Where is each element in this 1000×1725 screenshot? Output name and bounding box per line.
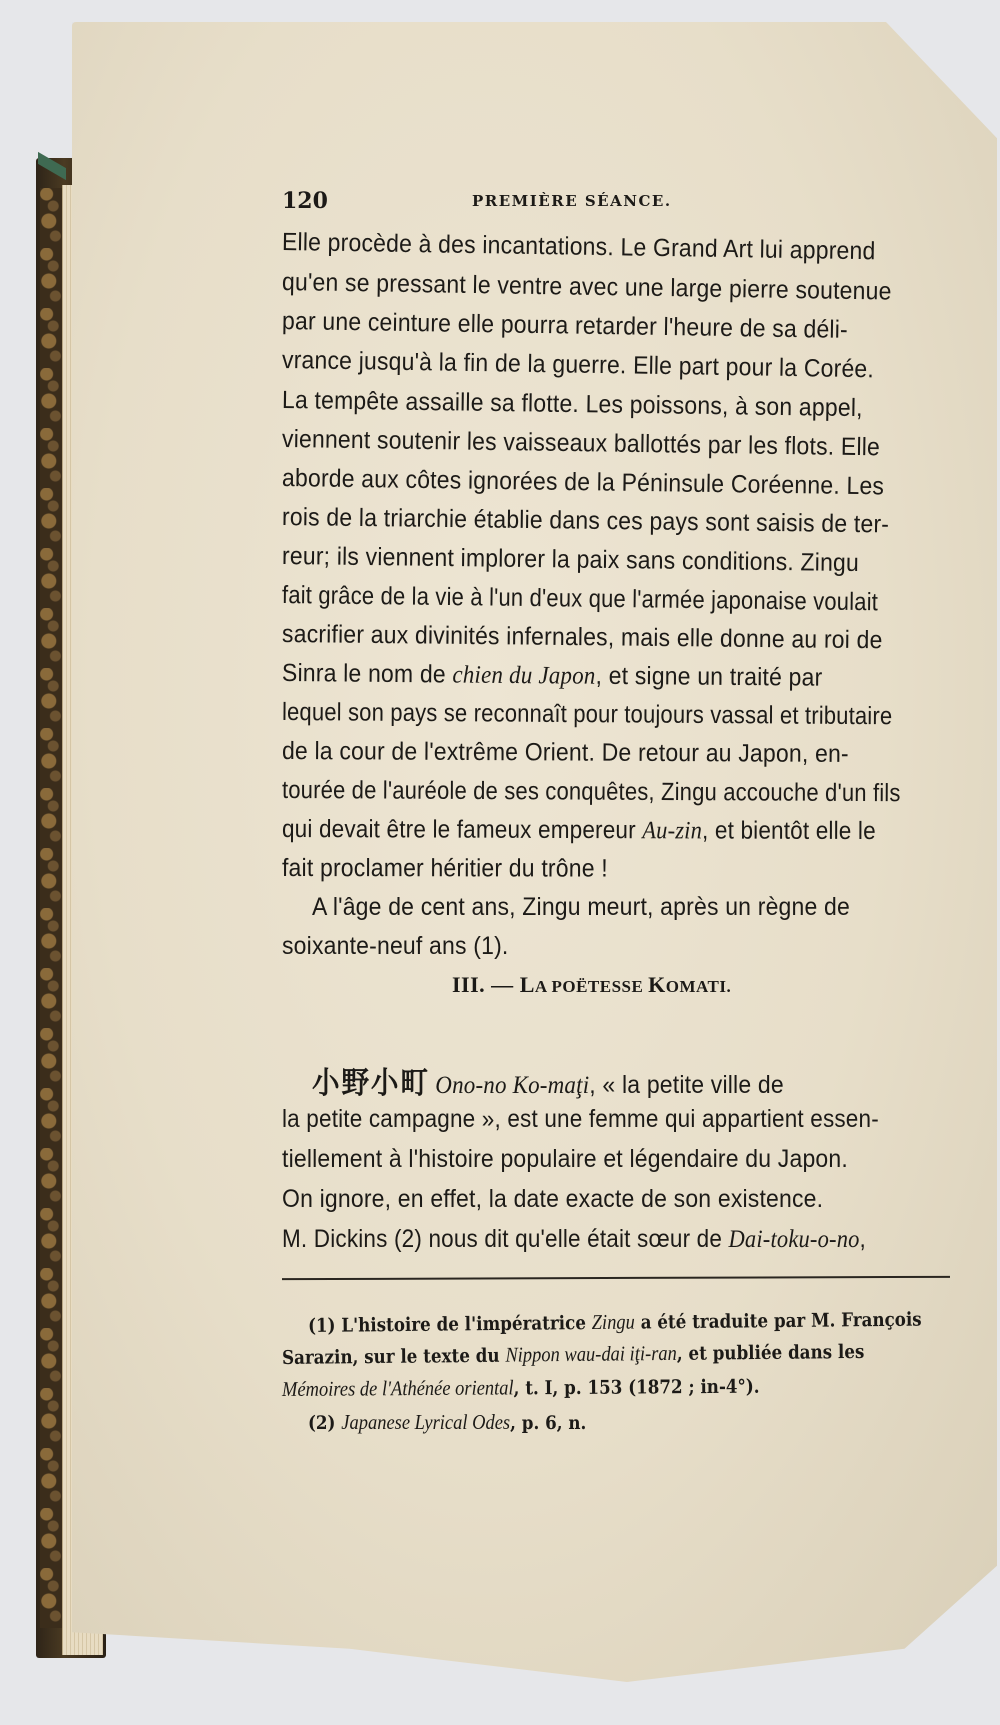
text-line: rois de la triarchie établie dans ces pays sont saisis de ter- [281,503,890,539]
italic-term: chien du Japon [452,661,596,690]
text-span: Sinra le nom de [281,659,453,689]
text-line [282,659,823,693]
text-line: On ignore, en effet, la date exacte de son existence. [282,1185,824,1213]
text-line: La tempête assaille sa flotte. Les poissons, à son appel, [281,386,863,423]
page-header [282,188,922,214]
text-line: vrance jusqu'à la fin de la guerre. Elle part pour la Corée. [281,346,875,384]
text-line [312,1058,784,1102]
section-title-smallcaps: A POËTESSE [534,977,649,996]
italic-term: Nippon wau-dai iţi-ran [505,1340,677,1367]
text-span: (1) L'histoire de l'impératrice [307,1312,592,1337]
section-title-smallcaps: OMATI. [665,977,732,996]
text-line: reur; ils viennent implorer la paix sans conditions. Zingu [281,542,860,578]
text-line: Elle procède à des incantations. Le Grand Art lui apprend [281,228,876,266]
text-line [282,815,876,846]
text-line [282,1225,866,1254]
text-span: Sarazin, sur le texte du [281,1344,506,1369]
section-number: III. — [452,972,520,997]
text-span: , et signe un traité par [595,661,823,692]
text-span: , p. 6, n. [510,1412,587,1434]
section-title-cap: K [648,972,666,997]
text-line: soixante-neuf ans (1). [282,932,509,960]
text-span: qui devait être le fameux empereur [281,815,643,845]
text-line: fait proclamer héritier du trône ! [281,854,608,883]
text-line: lequel son pays se reconnaît pour toujours vassal et tributaire [281,698,893,731]
text-span: , t. I, p. 153 (1872 ; in-4°). [513,1375,760,1400]
italic-term: Au-zin [642,817,703,845]
text-line: aborde aux côtes ignorées de la Péninsule Coréenne. Les [281,464,885,501]
text-span: , [859,1225,867,1253]
text-line: tourée de l'auréole de ses conquêtes, Zingu accouche d'un fils [281,776,901,808]
marbled-cover-pattern [40,188,62,1628]
text-line: fait grâce de la vie à l'un d'eux que l'armée japonaise voulait [281,581,879,617]
text-line: sacrifier aux divinités infernales, mais elle donne au roi de [281,620,883,655]
italic-term: Zingu [591,1309,635,1335]
running-head: PREMIÈRE SÉANCE. [472,192,672,210]
italic-term: Dai-toku-o-no [728,1226,860,1253]
text-line: de la cour de l'extrême Orient. De retour au Japon, en- [281,737,849,768]
text-line: A l'âge de cent ans, Zingu meurt, après un règne de [312,893,851,921]
footnote-2-line [308,1410,586,1435]
text-span: a été traduite par M. François [634,1308,922,1334]
italic-term: Ono-no Ko-maţi [435,1072,590,1099]
section-heading [452,972,731,998]
text-line: tiellement à l'histoire populaire et légendaire du Japon. [282,1145,848,1173]
section-title-cap: L [519,972,535,997]
page-number: 120 [282,188,328,214]
text-span: , « la petite ville de [589,1071,784,1099]
text-line: viennent soutenir les vaisseaux ballottés par les flots. Elle [281,425,881,462]
text-span: , et publiée dans les [676,1340,865,1365]
kanji-name: 小野小町 [312,1066,430,1101]
text-line: la petite campagne », est une femme qui appartient essen- [282,1105,879,1133]
text-line: par une ceinture elle pourra retarder l'heure de sa déli- [281,307,849,344]
footnote-1-line [282,1374,760,1402]
text-span: M. Dickins (2) nous dit qu'elle était sœur de [282,1225,729,1253]
text-span: (2) [308,1412,342,1434]
italic-term: Japanese Lyrical Odes [341,1410,511,1434]
text-span: , et bientôt elle le [702,816,876,846]
italic-term: Mémoires de l'Athénée oriental [281,1375,514,1401]
text-line: qu'en se pressant le ventre avec une large pierre soutenue [281,268,892,306]
